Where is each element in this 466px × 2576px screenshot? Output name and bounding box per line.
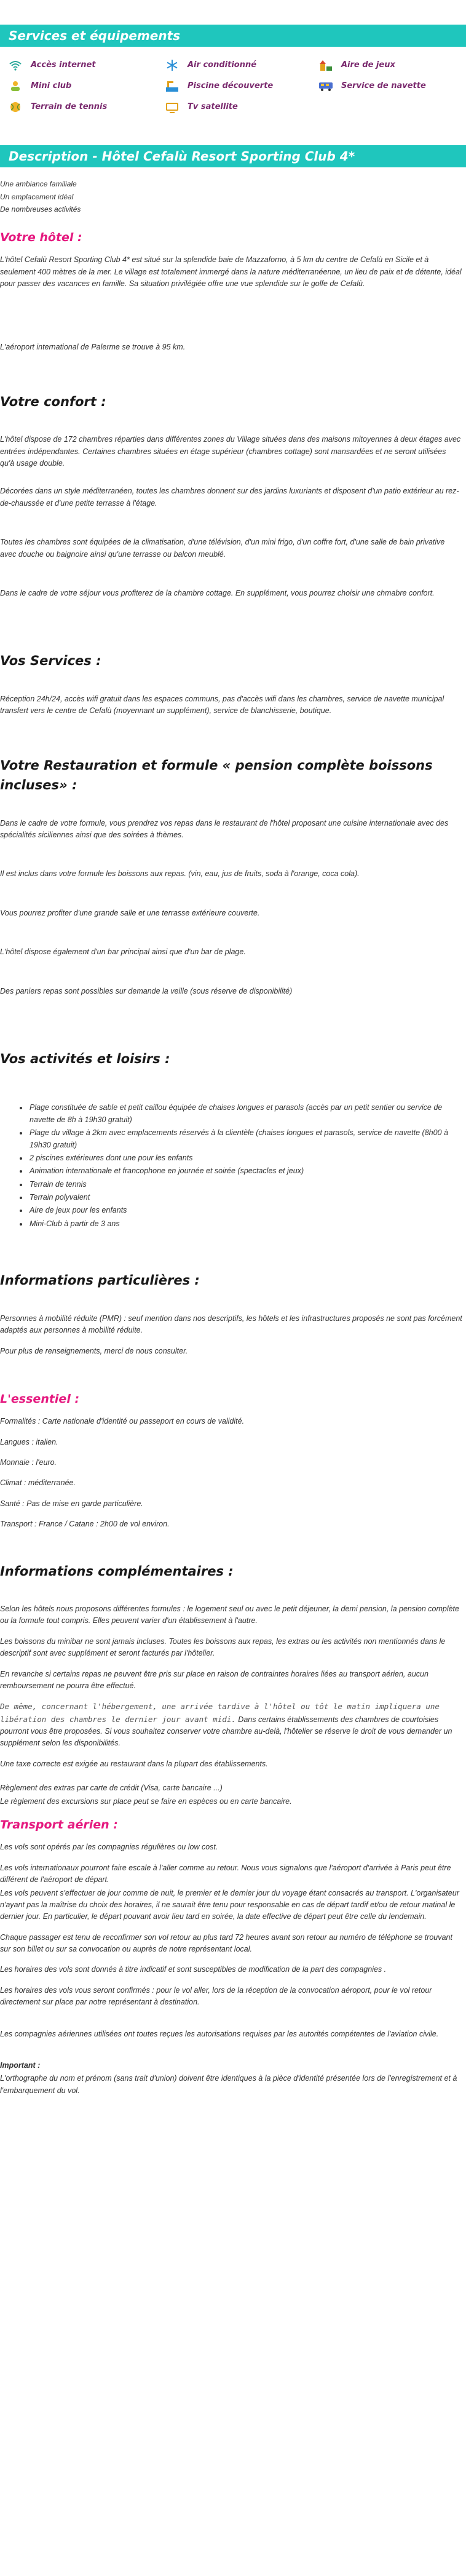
description-intro xyxy=(0,167,466,223)
air-paragraph: Les horaires des vols vous seront confirmés : pour le vol aller, lors de la réception de la convocation aéroport, pour le vol retour directement sur place par notre représentant à destination. xyxy=(0,1985,432,2007)
complementary-paragraph xyxy=(0,1701,462,1750)
tv-icon xyxy=(164,100,180,114)
service-item-pool: Piscine découverte xyxy=(164,79,318,94)
complementary-paragraph: Selon les hôtels nous proposons différentes formules : le logement seul ou avec le petit déjeuner, la demi pension, la pension complète ou la formule tout compris. Elles peuvent varier d'un établissement à l'autre. xyxy=(0,1605,459,1625)
comfort-paragraph: L'hôtel dispose de 172 chambres réparties dans différentes zones du Village situées dans des maisons mitoyennes à deux étages avec entrées indépendantes. Certaines chambres situées en étage supérieur (chambres cottage) sont mansardées et ne seront utilisées qu'à usage double. xyxy=(0,435,461,468)
pool-icon xyxy=(164,79,180,93)
service-item-internet: Accès internet xyxy=(7,58,164,73)
complementary-heading: Informations complémentaires : xyxy=(0,1563,234,1579)
air-paragraph: Les vols peuvent s'effectuer de jour comme de nuit, le premier et le dernier jour du voyage étant consacrés au transport. L'organisateur n'ayant pas la maîtrise du choix des horaires, il ne saurait être tenu pour responsable en cas de départ tardif et/ou de retour matinal le dernier jour. En particulier, le départ pouvant avoir lieu tard en soirée, la date effective de départ peut être celle du lendemain. xyxy=(0,1888,459,1921)
air-paragraph: L'orthographe du nom et prénom (sans trait d'union) doivent être identiques à la pièce d'identité présentée lors de l'enregistrement et à l'embarquement du vol. xyxy=(0,2074,457,2095)
complementary-paragraph: Règlement des extras par carte de crédit (Visa, carte bancaire ...) xyxy=(0,1784,223,1793)
service-item-playground: Aire de jeux xyxy=(318,58,466,73)
complementary-paragraph: En revanche si certains repas ne peuvent être pris sur place en raison de contraintes horaires liées au transport aérien, aucun remboursement ne pourra être effectué. xyxy=(0,1669,428,1690)
services-heading: Vos Services : xyxy=(0,653,101,669)
essential-line: Transport : France / Catane : 2h00 de vol environ. xyxy=(0,1520,170,1529)
complementary-mono-text: De même, concernant l'hébergement, une arrivée tardive à l'hôtel ou tôt le matin impliquera une libération des chambres le dernier jour avant midi. xyxy=(0,1702,440,1724)
service-item-air-conditioning: Air conditionné xyxy=(164,58,318,73)
description-title: Description - Hôtel Cefalù Resort Sporting Club 4* xyxy=(0,145,466,167)
comfort-paragraph: Dans le cadre de votre séjour vous profiterez de la chambre cottage. En supplément, vous pourrez choisir une chmabre confort. xyxy=(0,588,435,597)
particular-paragraph: Personnes à mobilité réduite (PMR) : seuf mention dans nos descriptifs, les hôtels et les infrastructures proposés ne sont pas forcément adaptés aux personnes à mobilité réduite. xyxy=(0,1314,462,1335)
restaurant-heading: Votre Restauration et formule « pension complète boissons incluses» : xyxy=(0,757,433,793)
list-item: • Mini-Club à partir de 3 ans xyxy=(28,1218,466,1230)
restaurant-paragraph: Dans le cadre de votre formule, vous prendrez vos repas dans le restaurant de l'hôtel proposant une cuisine internationale avec des spécialités siciliennes ainsi que des soirées à thèmes. xyxy=(0,818,449,840)
essential-line: Climat : méditerranée. xyxy=(0,1478,76,1488)
services-paragraph: Réception 24h/24, accès wifi gratuit dans les espaces communs, pas d'accès wifi dans les chambres, service de navette municipal transfert vers le centre de Cefalù (moyennant un supplément), service de blanchisserie, boutique. xyxy=(0,694,444,716)
comfort-paragraph: Toutes les chambres sont équipées de la climatisation, d'une télévision, d'un mini frigo, d'un coffre fort, d'une salle de bain privative avec douche ou baignoire ainsi qu'une terrasse ou balcon meublé. xyxy=(0,538,445,559)
list-item: • Plage du village à 2km avec emplacements réservés à la clientèle (chaises longues et parasols, service de navette (8h00 à 19h30 gratuit) xyxy=(28,1127,466,1151)
playground-icon xyxy=(318,58,334,72)
air-paragraph: Les compagnies aériennes utilisées ont toutes reçues les autorisations requises par les autorités compétentes de l'aviation civile. xyxy=(0,2029,439,2038)
essential-line: Langues : italien. xyxy=(0,1437,58,1446)
complementary-paragraph: Les boissons du minibar ne sont jamais incluses. Toutes les boissons aux repas, les extras ou les activités non mentionnés dans le descriptif sont avec supplément et seront facturés par l'hôtelier. xyxy=(0,1637,446,1658)
restaurant-paragraph: Des paniers repas sont possibles sur demande la veille (sous réserve de disponibilité) xyxy=(0,986,293,995)
list-item: • Terrain polyvalent xyxy=(28,1192,466,1203)
particular-heading: Informations particulières : xyxy=(0,1273,200,1288)
services-title: Services et équipements xyxy=(0,25,466,47)
intro-line: De nombreuses activités xyxy=(0,205,81,214)
important-label: Important : xyxy=(0,2060,41,2070)
list-item: • Plage constituée de sable et petit caillou équipée de chaises longues et parasols (accès par un petit sentier ou service de navette de 8h à 19h30 gratuit) xyxy=(28,1102,466,1126)
shuttle-icon xyxy=(318,79,334,93)
wifi-icon xyxy=(7,58,23,72)
restaurant-paragraph: L'hôtel dispose également d'un bar principal ainsi que d'un bar de plage. xyxy=(0,947,246,957)
complementary-paragraph: Le règlement des excursions sur place peut se faire en espèces ou en carte bancaire. xyxy=(0,1796,292,1806)
service-item-mini-club: Mini club xyxy=(7,79,164,94)
essential-line: Monnaie : l'euro. xyxy=(0,1458,57,1467)
activities-heading: Vos activités et loisirs : xyxy=(0,1051,170,1066)
hotel-heading: Votre hôtel : xyxy=(0,230,82,244)
list-item: • Animation internationale et francophone en journée et soirée (spectacles et jeux) xyxy=(28,1165,466,1177)
complementary-text: Dans certains établissements des chambres de courtoisies pourront vous être proposées. Si vous souhaitez conserver votre chambre au-delà, l'hôtelier se réserve le droit de vous demander un supplément selon les disponibilités. xyxy=(0,1715,452,1748)
intro-line: Une ambiance familiale xyxy=(0,180,77,188)
air-paragraph: Les horaires des vols sont donnés à titre indicatif et sont susceptibles de modification de la part des compagnies . xyxy=(0,1965,387,1974)
complementary-paragraph: Une taxe correcte est exigée au restaurant dans la plupart des établissements. xyxy=(0,1759,268,1768)
essential-line: Santé : Pas de mise en garde particulière. xyxy=(0,1499,143,1508)
restaurant-paragraph: Il est inclus dans votre formule les boissons aux repas. (vin, eau, jus de fruits, soda à l'orange, coca cola). xyxy=(0,869,360,879)
air-paragraph: Les vols internationaux pourront faire escale à l'aller comme au retour. Nous vous signalons que l'aéroport d'arrivée à Paris peut être différent de l'aéroport de départ. xyxy=(0,1863,451,1884)
hotel-paragraph: L'hôtel Cefalù Resort Sporting Club 4* est situé sur la splendide baie de Mazzaforno, à 5 km du centre de Cefalù en Sicile et à seulement 400 mètres de la mer. Le village est totalement immergé dans la nature méditerranéenne, un lieu de paix et de détente, idéal pour passer des vacances en famille. Sa situation privilégiée offre une vue splendide sur le golfe de Cefalù. xyxy=(0,255,462,288)
comfort-paragraph: Décorées dans un style méditerranéen, toutes les chambres donnent sur des jardins luxuriants et disposent d'un patio extérieur au rez-de-chaussée et d'une petite terrasse à l'étage. xyxy=(0,487,459,508)
list-item: • Aire de jeux pour les enfants xyxy=(28,1205,466,1216)
service-item-tennis: Terrain de tennis xyxy=(7,100,164,114)
mini-club-icon xyxy=(7,79,23,93)
hotel-airport-paragraph: L'aéroport international de Palerme se trouve à 95 km. xyxy=(0,343,186,352)
services-grid xyxy=(0,47,466,126)
list-item: • Terrain de tennis xyxy=(28,1179,466,1190)
essential-heading: L'essentiel : xyxy=(0,1392,80,1406)
intro-line: Un emplacement idéal xyxy=(0,192,74,201)
essential-line: Formalités : Carte nationale d'identité ou passeport en cours de validité. xyxy=(0,1417,245,1426)
air-heading: Transport aérien : xyxy=(0,1817,118,1832)
restaurant-paragraph: Vous pourrez profiter d'une grande salle et une terrasse extérieure couverte. xyxy=(0,908,260,917)
tennis-icon xyxy=(7,100,23,114)
comfort-heading: Votre confort : xyxy=(0,394,106,409)
snowflake-icon xyxy=(164,58,180,72)
air-paragraph: Chaque passager est tenu de reconfirmer son vol retour au plus tard 72 heures avant son retour au numéro de téléphone se trouvant sur son billet ou sur sa convocation ou auprès de notre représentant local. xyxy=(0,1932,452,1954)
service-item-shuttle: Service de navette xyxy=(318,79,466,94)
list-item: • 2 piscines extérieures dont une pour les enfants xyxy=(28,1152,466,1164)
air-paragraph: Les vols sont opérés par les compagnies régulières ou low cost. xyxy=(0,1843,218,1852)
service-item-tv: Tv satellite xyxy=(164,100,318,114)
activities-list xyxy=(28,1102,466,1230)
particular-paragraph: Pour plus de renseignements, merci de nous consulter. xyxy=(0,1346,188,1355)
